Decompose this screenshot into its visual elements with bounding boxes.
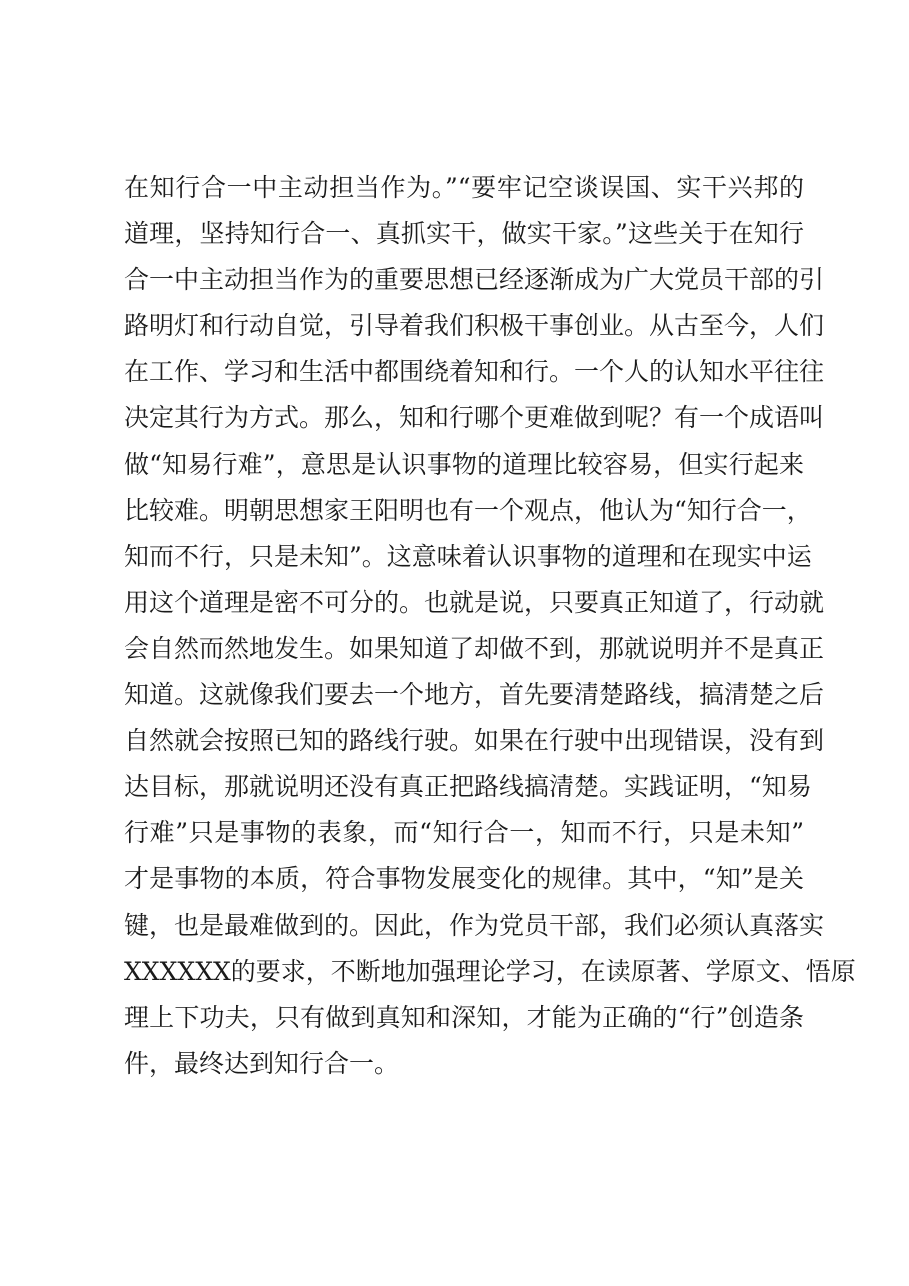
paragraph-line: 知道。这就像我们要去一个地方，首先要清楚路线，搞清楚之后 bbox=[124, 680, 825, 710]
paragraph-line: 件，最终达到知行合一。 bbox=[124, 1048, 400, 1078]
paragraph-line: 行难”只是事物的表象，而“知行合一，知而不行，只是未知” bbox=[124, 818, 804, 848]
paragraph-line: 理上下功夫，只有做到真知和深知，才能为正确的“行”创造条 bbox=[124, 1002, 804, 1032]
body-paragraph bbox=[124, 165, 856, 1087]
paragraph-line: 比较难。明朝思想家王阳明也有一个观点，他认为“知行合一， bbox=[124, 495, 812, 525]
paragraph-line: 做“知易行难”，意思是认识事物的道理比较容易，但实行起来 bbox=[124, 449, 804, 479]
paragraph-line: XXXXXX的要求，不断地加强理论学习，在读原著、学原文、悟原 bbox=[124, 956, 856, 986]
paragraph-line: 自然就会按照已知的路线行驶。如果在行驶中出现错误，没有到 bbox=[124, 726, 825, 756]
paragraph-line: 会自然而然地发生。如果知道了却做不到，那就说明并不是真正 bbox=[124, 633, 825, 663]
paragraph-line: 才是事物的本质，符合事物发展变化的规律。其中，“知”是关 bbox=[124, 864, 804, 894]
paragraph-line: 合一中主动担当作为的重要思想已经逐渐成为广大党员干部的引 bbox=[124, 265, 825, 295]
paragraph-line: 达目标，那就说明还没有真正把路线搞清楚。实践证明，“知易 bbox=[124, 772, 812, 802]
paragraph-line: 在知行合一中主动担当作为。”“要牢记空谈误国、实干兴邦的 bbox=[124, 173, 804, 202]
paragraph-line: 在工作、学习和生活中都围绕着知和行。一个人的认知水平往往 bbox=[124, 357, 825, 387]
paragraph-line: 知而不行，只是未知”。这意味着认识事物的道理和在现实中运 bbox=[124, 541, 812, 571]
paragraph-line: 路明灯和行动自觉，引导着我们积极干事创业。从古至今，人们 bbox=[124, 311, 825, 341]
paragraph-line: 键，也是最难做到的。因此，作为党员干部，我们必须认真落实 bbox=[124, 910, 825, 940]
paragraph-line: 用这个道理是密不可分的。也就是说，只要真正知道了，行动就 bbox=[124, 587, 825, 617]
paragraph-line: 决定其行为方式。那么，知和行哪个更难做到呢？有一个成语叫 bbox=[124, 403, 825, 433]
paragraph-line: 道理，坚持知行合一、真抓实干，做实干家。”这些关于在知行 bbox=[124, 219, 804, 249]
